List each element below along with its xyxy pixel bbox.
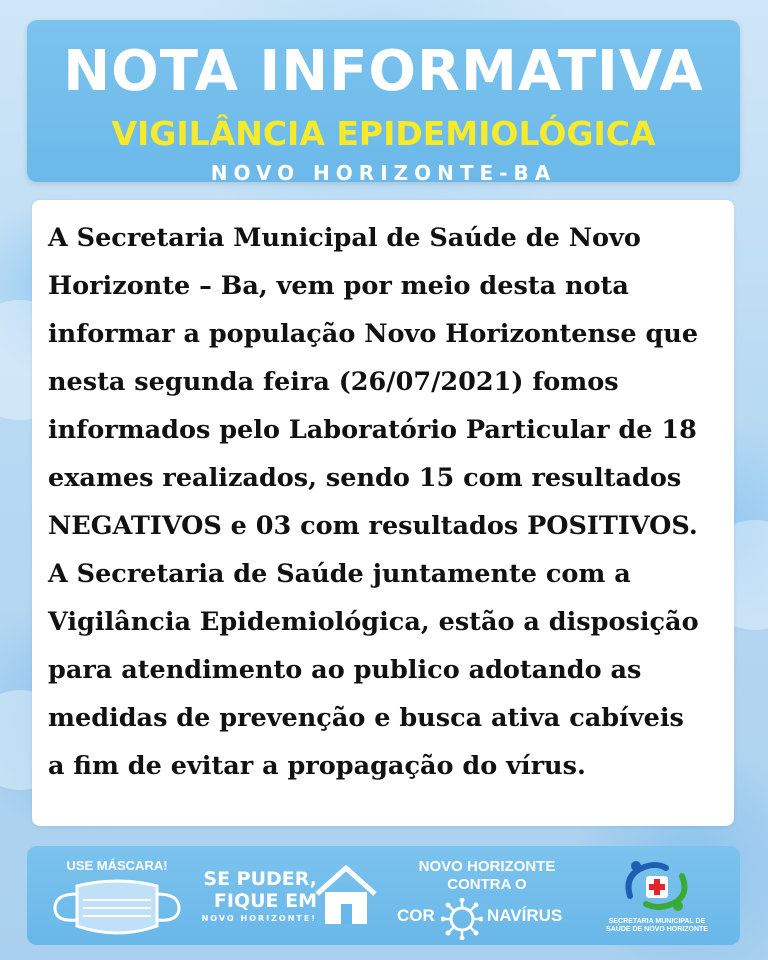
note-line: medidas de prevenção e busca ativa cabíveis	[48, 703, 684, 733]
campaign-line1: NOVO HORIZONTE	[418, 858, 556, 875]
note-line: Vigilância Epidemiológica, estão a disposição	[48, 607, 699, 637]
house-icon	[313, 862, 379, 928]
campaign-title	[387, 858, 587, 894]
note-line: Horizonte – Ba, vem por meio desta nota	[48, 271, 629, 301]
note-line: a fim de evitar a propagação do vírus.	[48, 751, 586, 781]
footer-banner	[27, 846, 740, 945]
stay-home-message	[177, 868, 317, 926]
note-line: informar a população Novo Horizontense que	[48, 319, 699, 349]
page-subtitle: VIGILÂNCIA EPIDEMIOLÓGICA	[111, 114, 656, 153]
stay-home-line3: NOVO HORIZONTE!	[201, 914, 317, 923]
note-line: para atendimento ao publico adotando as	[48, 655, 642, 685]
stay-home-line2: FIQUE EM	[213, 890, 317, 912]
health-department-label	[587, 918, 727, 934]
note-line: A Secretaria de Saúde juntamente com a	[48, 559, 631, 589]
campaign-navirus: NAVÍRUS	[487, 906, 563, 925]
page-title: NOTA INFORMATIVA	[63, 39, 704, 104]
mask-label: USE MÁSCARA!	[66, 858, 168, 873]
note-line: exames realizados, sendo 15 com resultados	[48, 463, 682, 493]
stay-home-line1: SE PUDER,	[203, 868, 317, 890]
note-line: nesta segunda feira (26/07/2021) fomos	[48, 367, 619, 397]
note-line: informados pelo Laboratório Particular de 18	[48, 415, 697, 445]
virus-icon	[441, 898, 483, 940]
face-mask-icon	[47, 876, 187, 940]
health-department-line1: SECRETARIA MUNICIPAL DE	[608, 918, 706, 925]
note-body	[32, 200, 734, 826]
campaign-cor: COR	[397, 906, 435, 925]
header-banner	[27, 20, 740, 185]
location-label: NOVO HORIZONTE-BA	[210, 161, 557, 185]
campaign-line2: CONTRA O	[447, 876, 527, 893]
health-department-logo-icon	[616, 856, 696, 916]
health-department-line2: SAÚDE DE NOVO HORIZONTE	[606, 926, 708, 933]
campaign-coronavirus	[397, 900, 577, 936]
note-line: A Secretaria Municipal de Saúde de Novo	[48, 223, 641, 253]
note-line: NEGATIVOS e 03 com resultados POSITIVOS.	[48, 511, 698, 541]
note-text	[48, 214, 718, 790]
